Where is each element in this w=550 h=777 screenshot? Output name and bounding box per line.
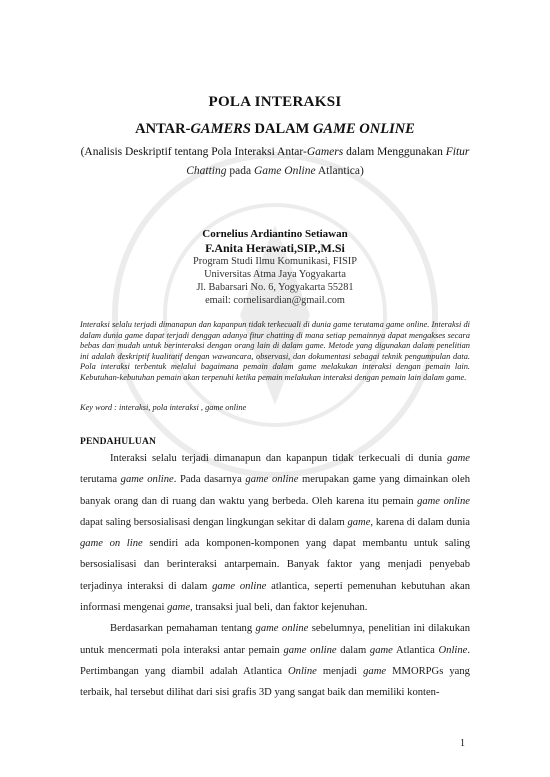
author-address: Jl. Babarsari No. 6, Yogyakarta 55281: [196, 282, 354, 293]
author-program: Program Studi Ilmu Komunikasi, FISIP: [193, 256, 357, 267]
body-text: [80, 448, 470, 704]
author-name-1: Cornelius Ardiantino Setiawan: [202, 228, 348, 240]
university-seal-watermark: [110, 150, 440, 480]
paper-title-line1: POLA INTERAKSI: [208, 94, 342, 110]
paper-subtitle-line2: Chatting pada Game Online Atlantica): [186, 165, 364, 177]
paragraph-2: Berdasarkan pemahaman tentang game online sebelumnya, penelitian ini dilakukan untuk mencermati pola interaksi antar pemain game online dalam game Atlantica Online. Pertimbangan yang diambil adalah Atlantica Online menjadi game MMORPGs yang terbaik, hal tersebut dilihat dari sisi grafis 3D yang sangat baik dan memiliki konten-: [80, 623, 471, 699]
author-university: Universitas Atma Jaya Yogyakarta: [204, 269, 346, 280]
author-email: email: cornelisardian@gmail.com: [205, 295, 345, 306]
paper-subtitle-line1: (Analisis Deskriptif tentang Pola Interaksi Antar-Gamers dalam Menggunakan Fitur: [80, 146, 470, 158]
section-heading: PENDAHULUAN: [80, 437, 157, 447]
abstract-text: Interaksi selalu terjadi dimanapun dan kapanpun tidak terkecuali di dunia game terutama game online. Interaksi di dalam dunia game dapat terjadi denggan adanya fitur chatting di mana setiap pemainnya dapat mengakses secara bebas dan mudah untuk berinteraksi dengan orang lain di dalam game. Metode yang digunakan dalam penelitian ini adalah deskriptif kualitatif dengan wawancara, observasi, dan dokumentasi sebagai teknik pengumpulan data. Pola interaksi terbentuk melalui bagaimana pemain dalam game melakukan interaksi dengan pemain lain. Kebutuhan-kebutuhan pemain akan terpenuhi ketika pemain melakukan interaksi dengan pemain lain dalam game.: [80, 320, 470, 382]
page-number: 1: [460, 738, 465, 749]
keywords-line: Key word : interaksi, pola interaksi , game online: [80, 403, 247, 412]
author-name-2: F.Anita Herawati,SIP.,M.Si: [205, 241, 345, 255]
paragraph-1: Interaksi selalu terjadi dimanapun dan kapanpun tidak terkecuali di dunia game terutama game online. Pada dasarnya game online merupakan game yang dimainkan oleh banyak orang dan di ruang dan waktu yang berbeda. Oleh karena itu pemain game online dapat saling bersosialisasi dengan lingkungan sekitar di dalam game, karena di dalam dunia game on line sendiri ada komponen-komponen yang dapat membantu untuk saling bersosialisasi dan berinteraksi antarpemain. Banyak faktor yang menjadi penyebab terjadinya interaksi di dalam game online atlantica, seperti pemenuhan kebutuhan akan informasi mengenai game, transaksi jual beli, dan faktor kejenuhan.: [80, 453, 470, 614]
paper-title-line2: ANTAR-GAMERS DALAM GAME ONLINE: [135, 121, 415, 137]
